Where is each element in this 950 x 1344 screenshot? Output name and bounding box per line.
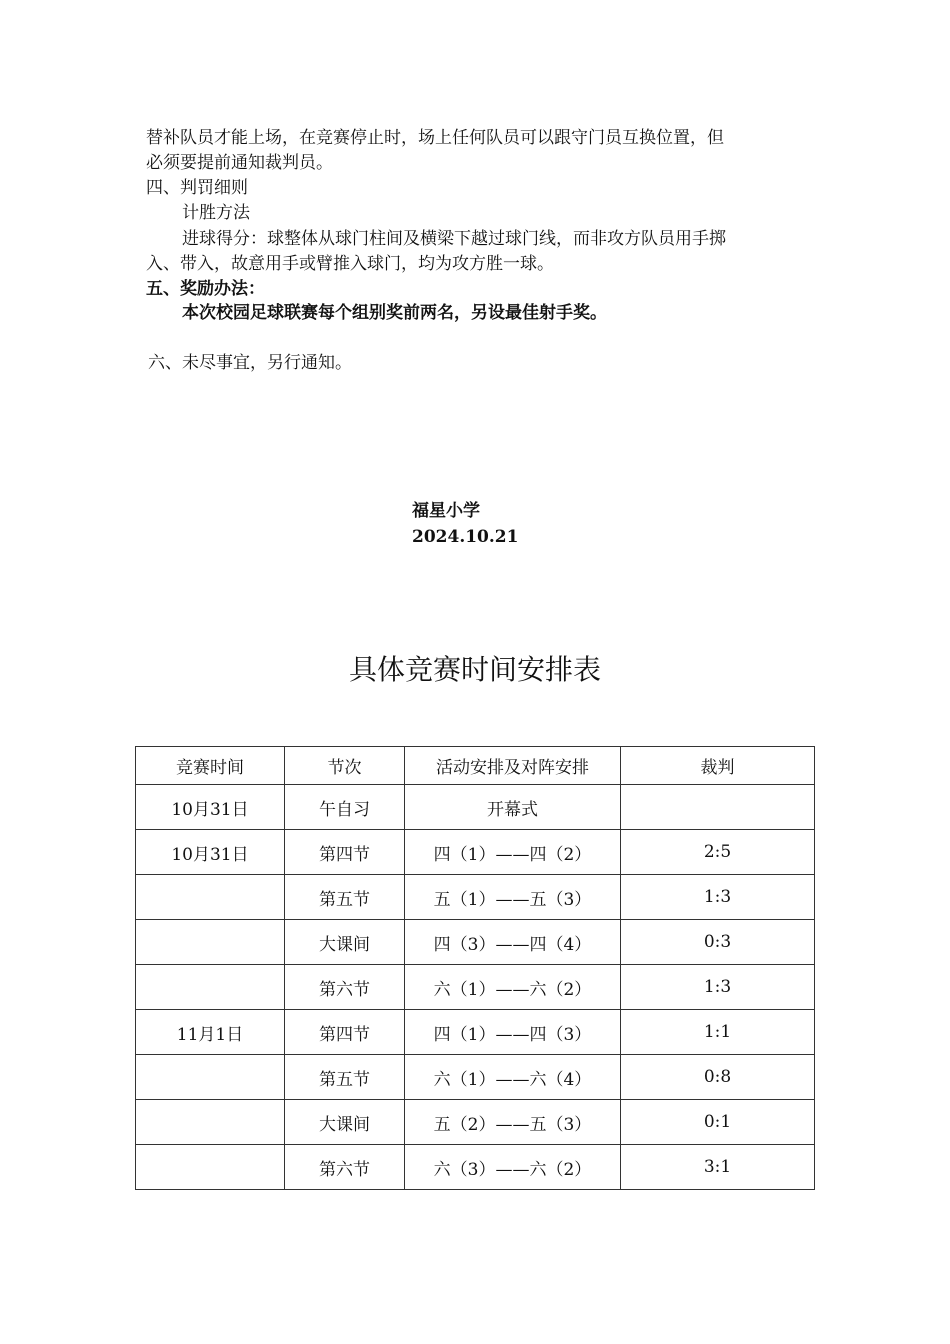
cell-referee bbox=[621, 785, 815, 830]
cell-period: 第四节 bbox=[285, 830, 405, 875]
schedule-title: 具体竞赛时间安排表 bbox=[348, 653, 601, 686]
rule-text-line: 入、带入，故意用手或臂推入球门，均为攻方胜一球。 bbox=[146, 254, 554, 274]
cell-activity: 六（3）——六（2） bbox=[405, 1145, 621, 1190]
header-cell-referee: 裁判 bbox=[621, 747, 815, 785]
cell-date bbox=[136, 1055, 285, 1100]
cell-period: 第四节 bbox=[285, 1010, 405, 1055]
cell-period: 第六节 bbox=[285, 1145, 405, 1190]
cell-date: 10月31日 bbox=[136, 785, 285, 830]
cell-referee: 0:8 bbox=[621, 1055, 815, 1100]
cell-activity: 六（1）——六（4） bbox=[405, 1055, 621, 1100]
cell-date bbox=[136, 1145, 285, 1190]
section-heading-misc: 六、未尽事宜，另行通知。 bbox=[148, 353, 352, 373]
cell-date bbox=[136, 965, 285, 1010]
cell-activity: 四（3）——四（4） bbox=[405, 920, 621, 965]
cell-activity: 六（1）——六（2） bbox=[405, 965, 621, 1010]
table-header-row bbox=[136, 747, 815, 785]
table-row bbox=[136, 875, 815, 920]
table-row bbox=[136, 1145, 815, 1190]
table-row bbox=[136, 1100, 815, 1145]
awards-text: 本次校园足球联赛每个组别奖前两名，另设最佳射手奖。 bbox=[182, 303, 607, 323]
cell-date: 11月1日 bbox=[136, 1010, 285, 1055]
cell-period: 第六节 bbox=[285, 965, 405, 1010]
schedule-table bbox=[135, 746, 815, 1190]
rule-text-line: 必须要提前通知裁判员。 bbox=[146, 153, 333, 173]
header-cell-activity: 活动安排及对阵安排 bbox=[405, 747, 621, 785]
cell-referee: 3:1 bbox=[621, 1145, 815, 1190]
cell-period: 大课间 bbox=[285, 1100, 405, 1145]
cell-activity: 五（2）——五（3） bbox=[405, 1100, 621, 1145]
cell-activity: 四（1）——四（3） bbox=[405, 1010, 621, 1055]
cell-period: 第五节 bbox=[285, 1055, 405, 1100]
cell-activity: 四（1）——四（2） bbox=[405, 830, 621, 875]
subheading-scoring-method: 计胜方法 bbox=[182, 203, 250, 223]
cell-referee: 1:3 bbox=[621, 875, 815, 920]
cell-referee: 0:1 bbox=[621, 1100, 815, 1145]
table-row bbox=[136, 785, 815, 830]
cell-referee: 0:3 bbox=[621, 920, 815, 965]
cell-activity: 开幕式 bbox=[405, 785, 621, 830]
header-cell-period: 节次 bbox=[285, 747, 405, 785]
signature-date: 2024.10.21 bbox=[412, 527, 519, 547]
table-row bbox=[136, 1010, 815, 1055]
rule-text-line: 进球得分：球整体从球门柱间及横梁下越过球门线，而非攻方队员用手掷 bbox=[182, 229, 726, 249]
section-heading-penalty: 四、判罚细则 bbox=[146, 178, 248, 198]
rule-text-line: 替补队员才能上场，在竞赛停止时，场上任何队员可以跟守门员互换位置，但 bbox=[146, 128, 724, 148]
table-row bbox=[136, 920, 815, 965]
cell-period: 午自习 bbox=[285, 785, 405, 830]
cell-date bbox=[136, 1100, 285, 1145]
section-heading-awards: 五、奖励办法： bbox=[146, 279, 265, 299]
cell-date bbox=[136, 920, 285, 965]
cell-period: 第五节 bbox=[285, 875, 405, 920]
table-row bbox=[136, 830, 815, 875]
signature-school-name: 福星小学 bbox=[412, 501, 480, 521]
cell-referee: 2:5 bbox=[621, 830, 815, 875]
header-cell-time: 竞赛时间 bbox=[136, 747, 285, 785]
cell-referee: 1:1 bbox=[621, 1010, 815, 1055]
cell-date bbox=[136, 875, 285, 920]
table-row bbox=[136, 965, 815, 1010]
cell-period: 大课间 bbox=[285, 920, 405, 965]
cell-activity: 五（1）——五（3） bbox=[405, 875, 621, 920]
cell-date: 10月31日 bbox=[136, 830, 285, 875]
cell-referee: 1:3 bbox=[621, 965, 815, 1010]
table-row bbox=[136, 1055, 815, 1100]
